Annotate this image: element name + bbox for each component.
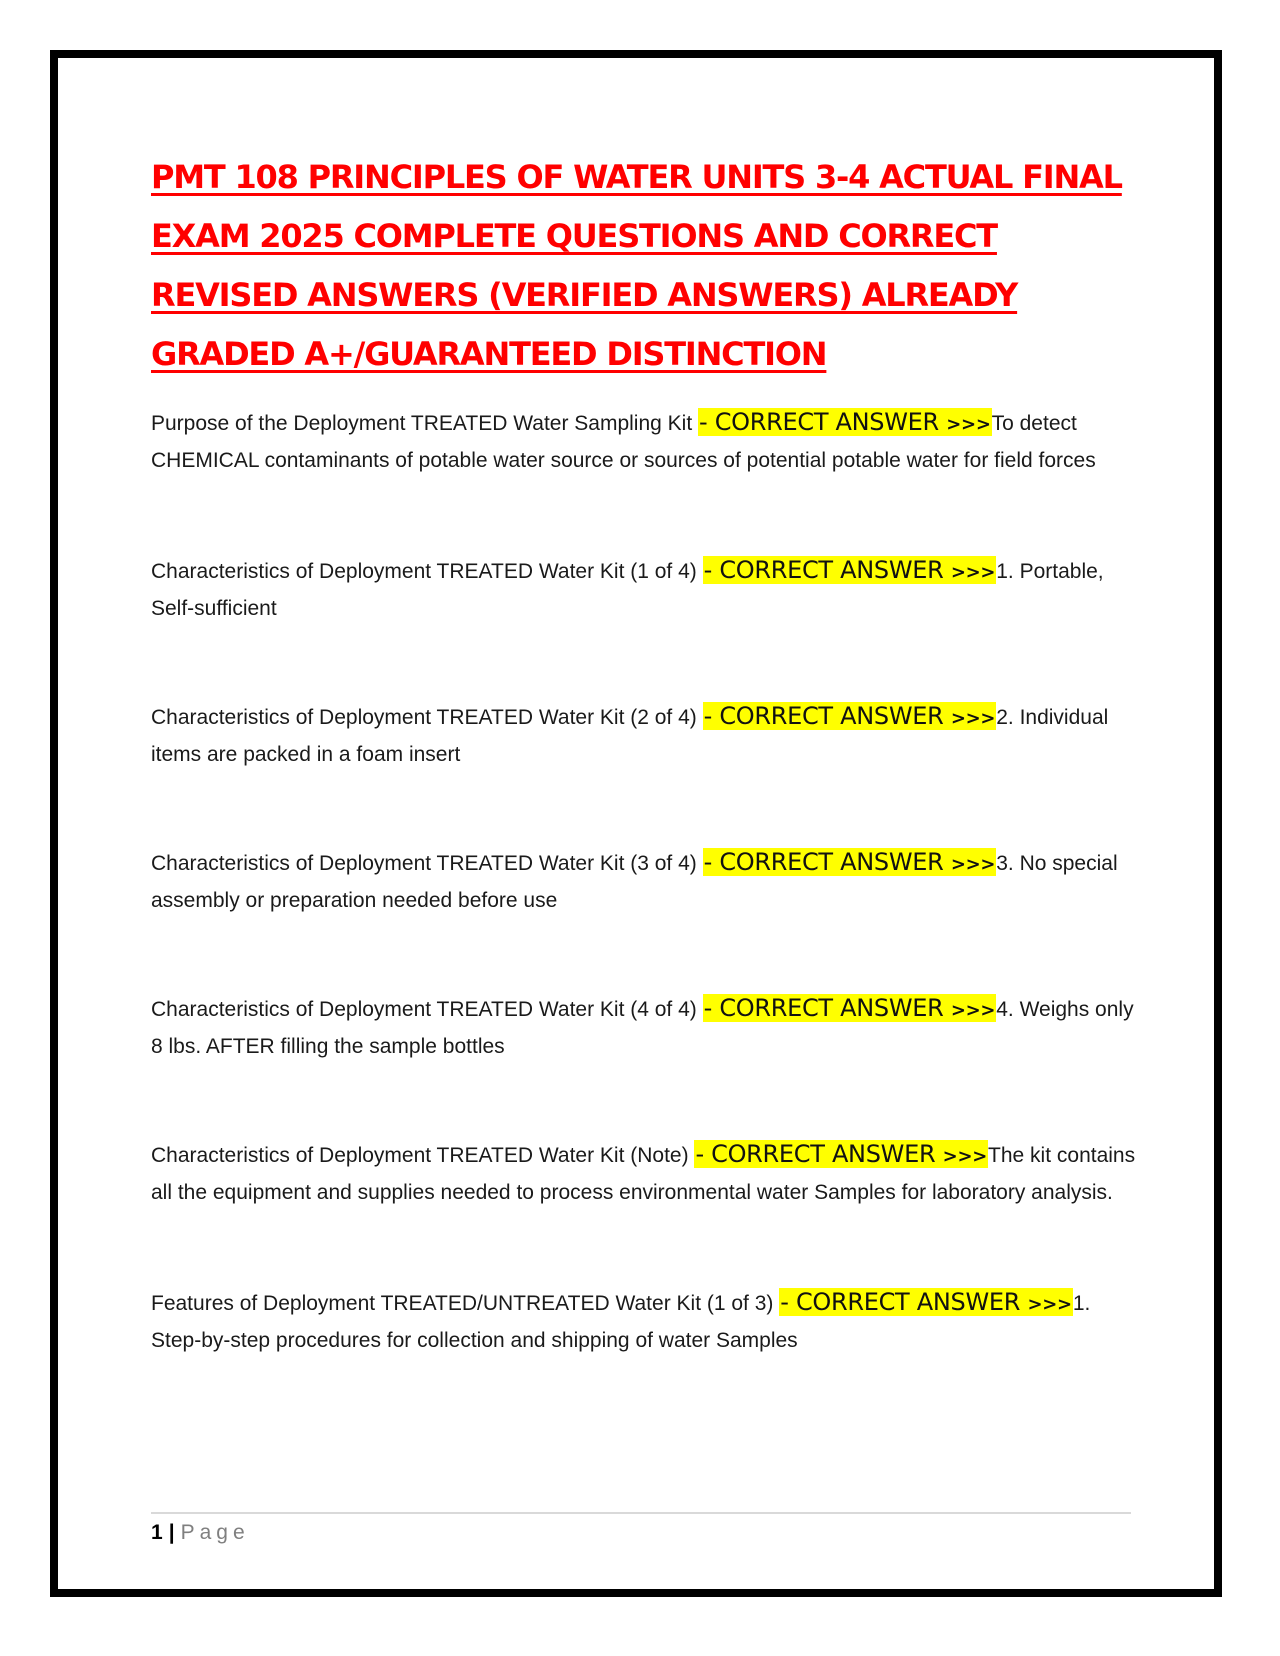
answer-text: 1. Portable, Self-sufficient: [151, 560, 1104, 620]
answer-text: To detect CHEMICAL contaminants of potable water source or sources of potential potable water for field forces: [151, 412, 1096, 472]
answer-text: 3. No special assembly or preparation needed before use: [151, 852, 1118, 912]
qa-item: [151, 1136, 1136, 1211]
qa-item: [151, 990, 1136, 1065]
correct-answer-highlight: - CORRECT ANSWER >>>: [780, 1288, 1072, 1316]
qa-item: [151, 404, 1136, 479]
question-text: Characteristics of Deployment TREATED Water Kit (3 of 4): [151, 852, 697, 875]
answer-text: 4. Weighs only 8 lbs. AFTER filling the sample bottles: [151, 998, 1134, 1058]
qa-item: [151, 552, 1136, 627]
footer-divider: [151, 1512, 1131, 1514]
question-text: Purpose of the Deployment TREATED Water Sampling Kit: [151, 412, 693, 435]
page-number: 1: [151, 1521, 163, 1544]
qa-item: [151, 844, 1136, 919]
correct-answer-highlight: - CORRECT ANSWER >>>: [699, 408, 991, 436]
question-text: Characteristics of Deployment TREATED Water Kit (1 of 4): [151, 560, 697, 583]
page-label: Page: [180, 1521, 250, 1544]
correct-answer-highlight: - CORRECT ANSWER >>>: [703, 556, 996, 584]
answer-text: 2. Individual items are packed in a foam insert: [151, 706, 1109, 766]
question-text: Characteristics of Deployment TREATED Water Kit (4 of 4): [151, 998, 697, 1021]
correct-answer-highlight: - CORRECT ANSWER >>>: [703, 848, 996, 876]
question-text: Characteristics of Deployment TREATED Water Kit (2 of 4): [151, 706, 697, 729]
document-title: PMT 108 PRINCIPLES OF WATER UNITS 3-4 ACTUAL FINAL EXAM 2025 COMPLETE QUESTIONS AND CORRECT REVISED ANSWERS (VERIFIED ANSWERS) ALREADY GRADED A+/GUARANTEED DISTINCTION: [151, 158, 1122, 373]
footer-separator: |: [168, 1521, 175, 1544]
qa-item: [151, 1284, 1136, 1359]
qa-item: [151, 698, 1136, 773]
question-text: Characteristics of Deployment TREATED Water Kit (Note): [151, 1144, 689, 1167]
answer-text: The kit contains all the equipment and supplies needed to process environmental water Samples for laboratory analysis.: [151, 1144, 1136, 1204]
document-body: [151, 148, 1136, 1359]
page-footer: [151, 1518, 250, 1548]
correct-answer-highlight: - CORRECT ANSWER >>>: [695, 1140, 988, 1168]
correct-answer-highlight: - CORRECT ANSWER >>>: [703, 702, 996, 730]
question-text: Features of Deployment TREATED/UNTREATED Water Kit (1 of 3): [151, 1292, 774, 1315]
answer-text: 1. Step-by-step procedures for collection and shipping of water Samples: [151, 1292, 1091, 1352]
correct-answer-highlight: - CORRECT ANSWER >>>: [703, 994, 996, 1022]
